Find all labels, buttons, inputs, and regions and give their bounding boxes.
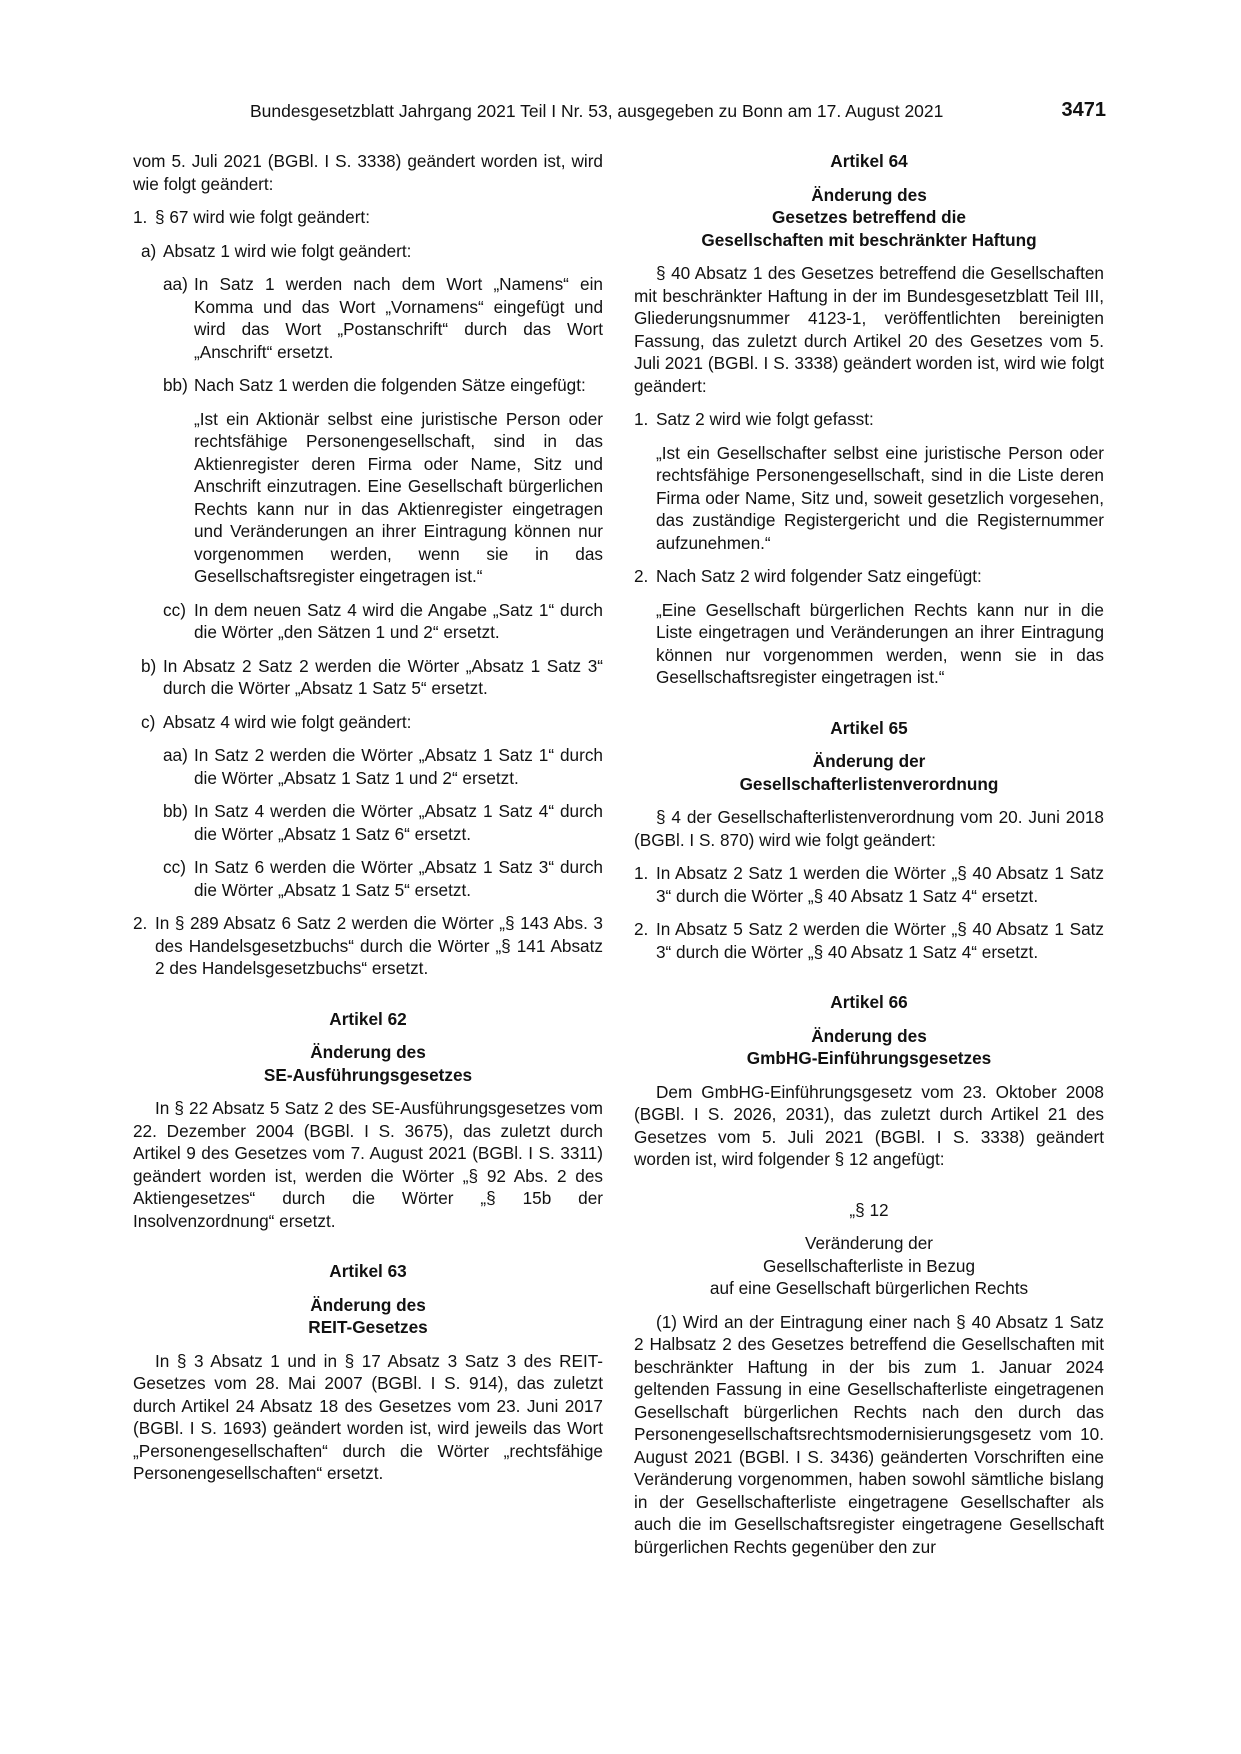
- article-63-heading: Änderung des: [310, 1294, 426, 1315]
- list-label: 1.: [133, 207, 148, 227]
- list-text: In Absatz 2 Satz 2 werden die Wörter „Absatz 1 Satz 3“ durch die Wörter „Absatz 1 Satz 5“ ersetzt.: [163, 655, 603, 698]
- intro-paragraph: vom 5. Juli 2021 (BGBl. I S. 3338) geändert worden ist, wird wie folgt geändert:: [133, 151, 603, 194]
- list-item-2: [133, 912, 603, 980]
- section-12-body: (1) Wird an der Eintragung einer nach § 40 Absatz 1 Satz 2 Halbsatz 2 des Gesetzes betreffend die Gesellschaften mit beschränkter Haftung in der bis zum 1. Januar 2024 geltenden Fassung in eine Gesellschafterliste eingetragenen Gesellschaft bürgerlichen Rechts nach den durch das Personengesellschaftsrechtsmodernisierungsgesetz vom 10. August 2021 (BGBl. I S. 3436) geänderten Vorschriften eine Veränderung vorgenommen, haben sowohl sämtliche bislang in der Gesellschafterliste eingetragene Gesellschafter als auch die im Gesellschaftsregister eingetragene Gesellschaft bürgerlichen Rechts gegenüber den zur: [634, 1311, 1104, 1557]
- list-text: In Satz 1 werden nach dem Wort „Namens“ ein Komma und das Wort „Vornamens“ eingefügt und wird das Wort „Postanschrift“ durch das Wort „Anschrift“ ersetzt.: [194, 274, 603, 362]
- list-text: Nach Satz 2 wird folgender Satz eingefügt:: [656, 566, 982, 586]
- list-item-2: [634, 918, 1104, 963]
- quoted-text: „Ist ein Aktionär selbst eine juristische Person oder rechtsfähige Personengesellschaft, sind in das Aktienregister deren Firma oder Name, Sitz und Anschrift einzutragen. Eine Gesellschaft bürgerlichen Rechts kann nur in das Aktienregister eingetragen und Veränderungen an ihrer Eintragung können nur vorgenommen werden, wenn sie in das Gesellschaftsregister eingetragen ist.“: [194, 408, 603, 586]
- list-text: In § 289 Absatz 6 Satz 2 werden die Wörter „§ 143 Abs. 3 des Handelsgesetzbuchs“ durch die Wörter „§ 141 Absatz 2 des Handelsgesetzbuchs“ ersetzt.: [155, 913, 603, 978]
- list-text: In Satz 4 werden die Wörter „Absatz 1 Satz 4“ durch die Wörter „Absatz 1 Satz 6“ ersetzt.: [194, 801, 603, 844]
- list-text: § 67 wird wie folgt geändert:: [155, 207, 370, 227]
- article-66-heading: Änderung des: [811, 1025, 927, 1046]
- list-item-c-cc: [163, 856, 603, 901]
- list-item-2: [634, 565, 1104, 588]
- article-66-heading: GmbHG-Einführungsgesetzes: [746, 1048, 992, 1068]
- list-label: 1.: [634, 863, 649, 883]
- article-64-heading: Änderung des: [811, 184, 927, 205]
- list-text: Absatz 4 wird wie folgt geändert:: [163, 711, 412, 732]
- list-text: In Absatz 5 Satz 2 werden die Wörter „§ 40 Absatz 1 Satz 3“ durch die Wörter „§ 40 Absatz 1 Satz 4“ ersetzt.: [656, 919, 1104, 962]
- article-63-title: Artikel 63: [329, 1261, 407, 1281]
- list-item-a: [141, 240, 603, 263]
- article-62-heading: Änderung des: [310, 1042, 426, 1062]
- list-label: 2.: [634, 919, 649, 939]
- page-header: [130, 101, 1106, 127]
- list-text: Nach Satz 1 werden die folgenden Sätze eingefügt:: [194, 375, 586, 395]
- article-64-body: § 40 Absatz 1 des Gesetzes betreffend die Gesellschaften mit beschränkter Haftung in der im Bundesgesetzblatt Teil III, Gliederungsnummer 4123-1, veröffentlichten bereinigten Fassung, das zuletzt durch Artikel 20 des Gesetzes vom 5. Juli 2021 (BGBl. I S. 3338) geändert worden ist, wird wie folgt geändert:: [634, 263, 1104, 396]
- section-12-heading: auf eine Gesellschaft bürgerlichen Rechts: [709, 1278, 1029, 1298]
- list-text: In dem neuen Satz 4 wird die Angabe „Satz 1“ durch die Wörter „den Sätzen 1 und 2“ ersetzt.: [194, 599, 603, 642]
- list-item-1: [634, 862, 1104, 907]
- list-label: bb): [163, 375, 188, 395]
- left-column: [133, 150, 603, 1485]
- article-63-heading: REIT-Gesetzes: [308, 1317, 428, 1337]
- list-label: bb): [163, 801, 188, 821]
- list-label: a): [141, 240, 157, 261]
- list-label: 1.: [634, 409, 649, 429]
- article-65-heading: Änderung der: [812, 751, 926, 771]
- quoted-text: „Eine Gesellschaft bürgerlichen Rechts kann nur in die Liste eingetragen und Veränderungen an ihrer Eintragung können nur vorgenommen werden, wenn sie in das Gesellschaftsregister eingetragen ist.“: [656, 599, 1104, 687]
- list-item-c-aa: [163, 744, 603, 789]
- list-item-b: [141, 655, 603, 700]
- article-64-heading: Gesetzes betreffend die: [772, 207, 966, 227]
- list-text: Satz 2 wird wie folgt gefasst:: [656, 409, 874, 429]
- list-label: aa): [163, 745, 188, 765]
- list-item-c: [141, 711, 603, 734]
- page-number: 3471: [1061, 99, 1106, 121]
- list-label: 2.: [634, 566, 649, 586]
- list-item-a-aa: [163, 273, 603, 363]
- article-62-body: In § 22 Absatz 5 Satz 2 des SE-Ausführungsgesetzes vom 22. Dezember 2004 (BGBl. I S. 3675), das zuletzt durch Artikel 9 des Gesetzes vom 7. August 2021 (BGBl. I S. 3311) geändert worden ist, werden die Wörter „§ 92 Abs. 2 des Aktiengesetzes“ durch die Wörter „§ 15b der Insolvenzordnung“ ersetzt.: [133, 1098, 603, 1231]
- list-label: aa): [163, 274, 188, 294]
- right-column: [634, 150, 1104, 1558]
- list-text: In Absatz 2 Satz 1 werden die Wörter „§ 40 Absatz 1 Satz 3“ durch die Wörter „§ 40 Absatz 1 Satz 4“ ersetzt.: [656, 863, 1104, 906]
- list-label: cc): [163, 857, 186, 877]
- list-item-1: [634, 408, 1104, 431]
- article-65-body: § 4 der Gesellschafterlistenverordnung vom 20. Juni 2018 (BGBl. I S. 870) wird wie folgt geändert:: [634, 807, 1104, 850]
- article-66-body: Dem GmbHG-Einführungsgesetz vom 23. Oktober 2008 (BGBl. I S. 2026, 2031), das zuletzt durch Artikel 21 des Gesetzes vom 5. Juli 2021 (BGBl. I S. 3338) geändert worden ist, wird folgender § 12 angefügt:: [634, 1081, 1104, 1169]
- article-62-title: Artikel 62: [329, 1008, 407, 1029]
- list-label: b): [141, 655, 157, 676]
- section-12-heading: Veränderung der: [804, 1233, 934, 1253]
- article-65-title: Artikel 65: [830, 717, 908, 738]
- list-item-a-cc: [163, 599, 603, 644]
- article-64-title: Artikel 64: [830, 151, 908, 171]
- list-item-1: [133, 206, 603, 229]
- article-64-heading: Gesellschaften mit beschränkter Haftung: [701, 229, 1037, 250]
- list-text: In Satz 2 werden die Wörter „Absatz 1 Satz 1“ durch die Wörter „Absatz 1 Satz 1 und 2“ ersetzt.: [194, 745, 603, 788]
- list-text: In Satz 6 werden die Wörter „Absatz 1 Satz 3“ durch die Wörter „Absatz 1 Satz 5“ ersetzt.: [194, 857, 603, 900]
- article-62-heading: SE-Ausführungsgesetzes: [263, 1064, 473, 1085]
- list-item-c-bb: [163, 800, 603, 845]
- article-66-title: Artikel 66: [830, 992, 908, 1012]
- list-label: cc): [163, 599, 186, 620]
- article-63-body: In § 3 Absatz 1 und in § 17 Absatz 3 Satz 3 des REIT-Gesetzes vom 28. Mai 2007 (BGBl. I S. 914), das zuletzt durch Artikel 24 Absatz 18 des Gesetzes vom 23. Juni 2017 (BGBl. I S. 1693) geändert worden ist, wird jeweils das Wort „Personengesellschaften“ durch die Wörter „rechtsfähige Personengesellschaften“ ersetzt.: [133, 1350, 603, 1483]
- list-item-a-bb: [163, 374, 603, 397]
- list-label: c): [141, 711, 156, 732]
- list-text: Absatz 1 wird wie folgt geändert:: [163, 240, 412, 261]
- article-65-heading: Gesellschafterlistenverordnung: [739, 773, 999, 794]
- running-title: Bundesgesetzblatt Jahrgang 2021 Teil I Nr. 53, ausgegeben zu Bonn am 17. August 2021: [250, 101, 944, 121]
- quoted-text: „Ist ein Gesellschafter selbst eine juristische Person oder rechtsfähige Personengesellschaft, sind in die Liste deren Firma oder Name, Sitz und, soweit gesetzlich vorgesehen, das zuständige Registergericht und die Registernummer aufzunehmen.“: [656, 442, 1104, 553]
- section-12-heading: Gesellschafterliste in Bezug: [762, 1255, 976, 1276]
- section-12-label: „§ 12: [849, 1199, 889, 1220]
- list-label: 2.: [133, 913, 148, 933]
